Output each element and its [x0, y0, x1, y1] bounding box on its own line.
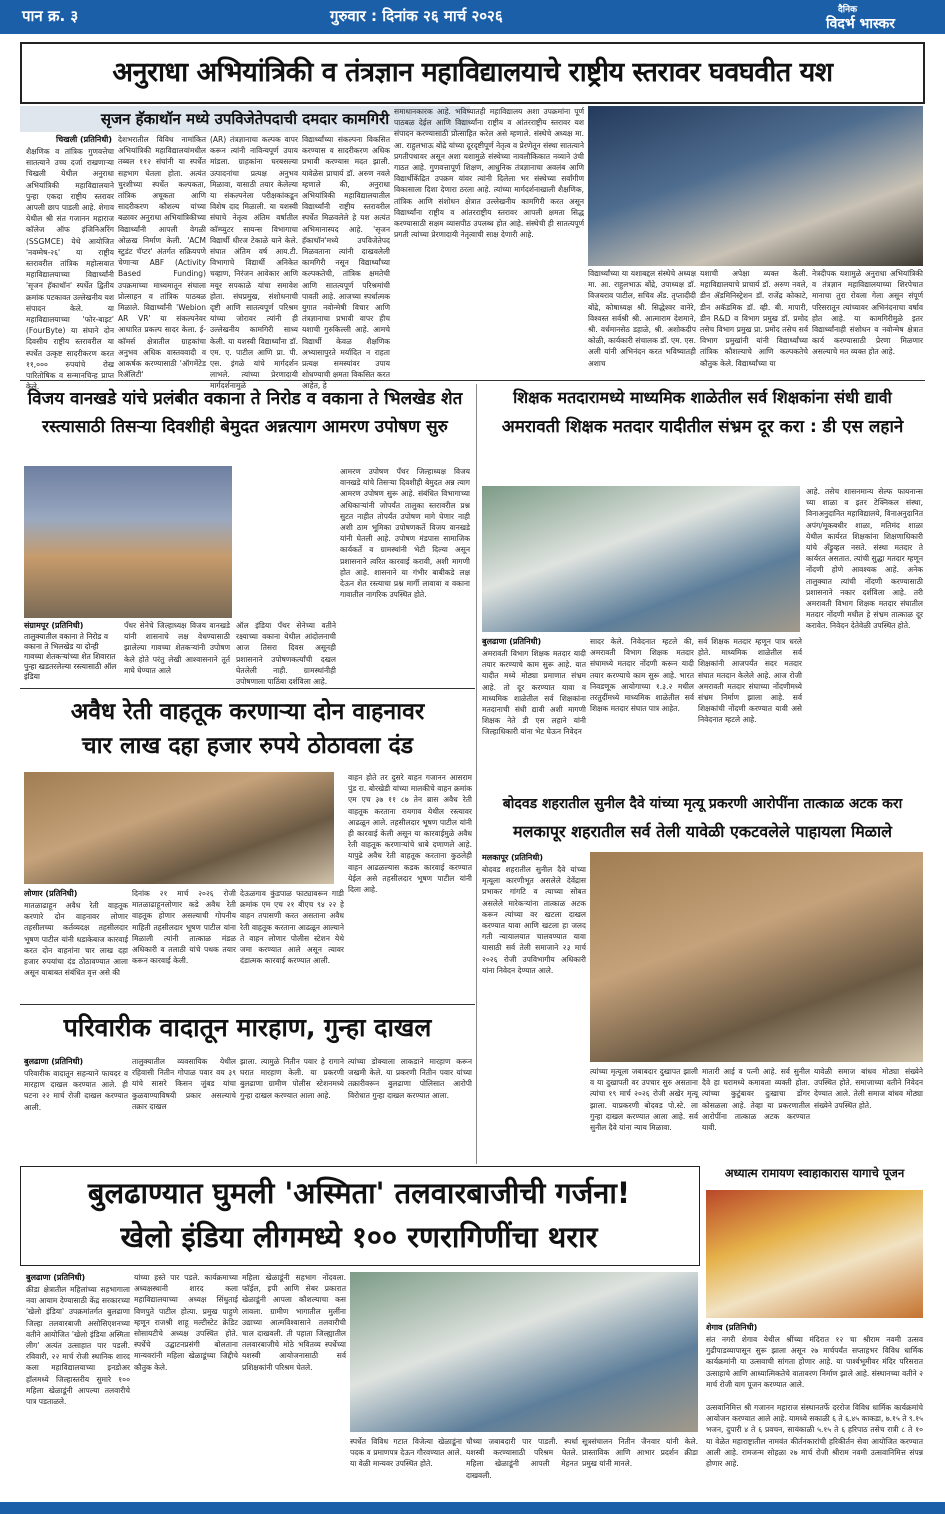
story4-headline: परिवारीक वादातून मारहाण, गुन्हा दाखल: [63, 1013, 432, 1042]
story8-col2: उत्सवानिमित्त श्री गजानन महाराज संस्थानतर्फे दररोज विविध धार्मिक कार्यक्रमांचे आयोजन करण्यात आले आहे. यामध्ये सकाळी ६ ते ६.४५ काकडा, ७.१५ ते ९.१५ भजन, दुपारी ४ ते ६ प्रवचन, सायंकाळी ५.१५ ते ६ हरिपाठ तसेच रात्री ८ ते १० या वेळेत महाराष्ट्रातील नामवंत कीर्तनकारांची हरिकीर्तन सेवा आयोजित करण्यात आली आहे. रामजन्म सोहळा २७ मार्च रोजी श्रीराम नवमी उत्सवानिमित्त संपन्न होणार आहे.: [706, 1403, 923, 1469]
story5-byline: बुलढाणा (प्रतिनिधी): [482, 637, 542, 646]
story4-col1: परिवारीक वादातून सहन्याने फायदर व मारहाण दाखल करण्यात आले. ही घटना २२ मार्च रोजी दाखल करण्यात आली.: [24, 1069, 128, 1112]
story8-photo-yagna: [706, 1190, 923, 1318]
story1-headline: अनुराधा अभियांत्रिकी व तंत्रज्ञान महाविद्यालयाचे राष्ट्रीय स्तरावर घवघवीत यश: [20, 42, 925, 104]
story5-col4: आहे. तसेच शासनमान्य सेल्फ फायनान्स च्या शाळा व इतर टेक्निकल संस्था, विनाअनुदानित महाविद्यालये, विनाअनुदानित अपंग/मूकबधीर शाळा, मतिमंद शाळा येथील कार्यरत शिक्षकांना शिक्षणाधिकारी यांचे अँड्रुव्हल नसते. संस्था मतदार ते कार्यरत असतात. त्यांची सुद्धा मतदार म्हणून नोंदणी होणे आवश्यक आहे. अनेक तालुक्यात त्यांची नोंदणी करण्यासाठी प्रशासनाने नकार दर्शविला आहे. तरी अमरावती विभाग शिक्षक मतदार संघातील मतदार नोंदणी मधील हे संभ्रम तात्काळ दूर करावेत. निवेदन देतेवेळी उपस्थित होते.: [806, 487, 923, 631]
story1-col5: समाधानकारक आहे. भविष्यातही महाविद्यालय अशा उपक्रमांना पूर्ण पाठबळ देईल आणि विद्यार्थ्यांना राष्ट्रीय व आंतरराष्ट्रीय स्तरावर यश संपादन करण्यासाठी प्रोत्साहित करेल असे म्हणाले. संस्थेचे अध्यक्ष मा. आ. राहुलभाऊ बोंद्रे यांच्या दूरदृष्टीपूर्ण नेतृत्व व प्रेरणेतून संस्था सातत्याने प्रगतीपथावर असून अशा यशामुळे संस्थेच्या नावलौकिकात नव्याने उंची गाठत आहे. गुणवत्तापूर्ण शिक्षण, आधुनिक तंत्रज्ञानाचा अवलंब आणि विद्यार्थीकेंद्रित उपक्रम यांवर त्यांनी दिलेला भर संस्थेच्या सर्वांगीण विकासाला दिशा देणारा ठरला आहे. त्यांच्या मार्गदर्शनाखाली शैक्षणिक, तांत्रिक आणि संशोधन क्षेत्रात उल्लेखनीय कामगिरी करत असून विद्यार्थ्यांना राष्ट्रीय व आंतरराष्ट्रीय स्तरावर आपली क्षमता सिद्ध करण्यासाठी सक्षम व्यासपीठ उपलब्ध होत आहे. संस्थेची ही सातत्यपूर्ण प्रगती त्यांच्या प्रेरणादायी नेतृत्वाची साक्ष देणारी आहे.: [394, 107, 584, 240]
story1-bottom2: यशाची अपेक्षा व्यक्त केली. महाविद्यालयाचे प्राचार्य डॉ. अरुण नवले, डीन ॲडमिनिस्ट्रेशन डॉ. राजेंद्र कोकाटे, डीन अकॅडमिक डॉ. व्ही. बी. मापारी, डीन R&D व विभाग प्रमुख डॉ. प्रमोद तसेच विभाग प्रमुख प्रा. प्रमोद तसेच सर्व विभाग प्रमुखांनी यांनी विद्यार्थ्यांच्या तांत्रिक कौशल्याचे आणि कल्पकतेचे कौतुक केले. विद्यार्थ्यांच्या या: [700, 269, 808, 368]
story3-col2: दिनांक २१ मार्च २०२६ रोजी मातळाढाहूनलोणार कडे अवैध रेती वाहतूक होणार असल्याची गोपनीय माहिती तहसीलदार भूषण पाटील यांना मिळाली त्यांनी तात्काळ मंडळ अधिकारी व तलाठी यांचे पथक तयार करून कारवाई केली.: [132, 889, 236, 966]
footer-bar: [0, 1502, 945, 1514]
story3-col1: मातळाढाहून अवैध रेती वाहतूक करणारे दोन वाहनावर लोणार तहसीलच्या कर्तव्यदक्ष तहसीलदार भूषण पाटील यांनी धडाकेबाज कारवाई करत दोन वाहनांना चार लाख दहा हजार रुपयांचा दंड ठोठावण्यात आला असून याबाबत संबंधित वृत्त असे की: [24, 901, 128, 978]
story4-col2: तालुक्यातील व्यवसायिक येथील रहिवासी नितीन गोपाळ पवार वय ३९ यांचे सासरे किसन जुंबड यांचा कुळवाण्याविषयी प्रकार असल्याचे तक्रार दाखल: [132, 1057, 236, 1111]
story1-col2: देशभरातील विविध नामांकित अभियांत्रिकी महाविद्यालयांमधील तब्बल ११२ संघांनी या स्पर्धेत सहभाग घेतला होता. अत्यंत चुरशीच्या स्पर्धेत कल्पकता, तांत्रिक अचूकता आणि सादरीकरण कौशल्य यांच्या बळावर अनुराधा अभियांत्रिकीच्या विद्यार्थ्यांनी आपली वेगळी ओळख निर्माण केली. 'ACM स्टुडंट चॅप्टर' अंतर्गत सक्रियपणे चेणाऱ्या ABF (Activity Based Funding) उपक्रमाच्या माध्यमातून संघाला प्रोत्साहन व तांत्रिक पाठबळ मिळाले. विद्यार्थ्यांनी 'Webion AR VR' या संकल्पनेवर आधारित प्रकल्प सादर केला. ई-कॉमर्स क्षेत्रातील ग्राहकांचा अनुभव अधिक वास्तववादी व आकर्षक करण्यासाठी 'ऑगमेंटेड रिॲलिटी': [118, 135, 206, 380]
story5-headline-line2: अमरावती शिक्षक मतदार यादीतील संभ्रम दूर करा : डी एस लहाने: [501, 417, 904, 437]
divider: [20, 380, 925, 381]
story1-byline: चिखली (प्रतिनिधी): [56, 135, 112, 144]
story8-headline: अध्यात्म रामायण स्वाहाकारास यागाचे पूजन: [724, 1166, 905, 1180]
masthead-bar: [0, 0, 945, 34]
story5-col3: सर्व शिक्षक मतदार म्हणून पात्र धरले होते. माध्यमिक शाळेतील सर्व शिक्षकांनी आजपर्यंत सदर मतदार संघात मतदान केलेले आहे. आज रोजी अमरावती मतदार संघाच्या नोंदणीमध्ये संभ्रम निर्माण झाला आहे. सर्व शिक्षकांची नोंदणी करण्यात यावी असे निवेदनात म्हटले आहे.: [698, 637, 802, 725]
page-number: पान क्र. ३: [22, 7, 79, 25]
story3-photo-truck: [24, 772, 334, 884]
story6-col1: बोदवड शहरातील सुनील दैवे यांच्या मृत्यूला कारणीभूत असलेले देवेंद्रास प्रभाकर गांगटि व त्याच्या सोबत असलेले मारेकऱ्यांना तात्काळ अटक करून त्यांच्या वर खटला दाखल करण्यात यावा आणि खटला हा जलद गती न्यायालयात चालवण्यात यावा यासाठी सर्व तेली समाजाने २३ मार्च २०२६ रोजी उपविभागीय अधिकारी यांना निवेदन देण्यात आले.: [482, 865, 586, 975]
story7-col2: यांच्या हस्ते पार पडले. कार्यक्रमाच्या अध्यक्षस्थानी शारद कला महाविद्यालयाच्या अध्यक्ष सिंधुताई विणपुते पाटील होत्या. प्रमुख पाहुणे म्हणून राजश्री शाहू मल्टीस्टेट क्रेडिट सोसायटीचे अध्यक्ष उपस्थित होते. स्पर्धेचे उद्घाटनप्रसंगी बोलताना मान्यवरांनी महिला खेळाडूंच्या जिद्दीचे कौतुक केले.: [134, 1273, 238, 1372]
story6-col3: मातारी आई व पत्नी आहे. सर्व सुनील दैवे हा घरामध्ये कमावता व्यक्ती होता. त्यांच्या कुटुंबावर दुःखाचा डोंगर कोसळला आहे. तेव्हा या प्रकरणातील आरोपींना तात्काळ अटक करण्यात यावी.: [702, 1067, 810, 1133]
story2-headline-line1: विजय वानखडे यांचे प्रलंबीत वकाना ते निरोड व वकाना ते भिलखेड शेत: [27, 389, 463, 409]
story2-headline-line2: रस्त्यासाठी तिसऱ्या दिवशीही बेमुदत अन्नत्याग आमरण उपोषण सुरु: [42, 417, 448, 437]
story1-bottom1: विद्यार्थ्यांच्या या यशाबद्दल संस्थेचे अध्यक्ष मा. आ. राहुलभाऊ बोंद्रे, उपाध्यक्ष डॉ. विजयराव पाटील, सचिव अँड. तृप्तादीदी बोंद्रे, कोषाध्यक्ष श्री. सिद्धेश्वर वानेरे, विश्वस्त सर्वश्री श्री. आत्माराम देशमाने, श्री. वर्धमानसेठ डहाळे, श्री. अशोकदीप कोळी, कार्यकारी संचालक डॉ. एम. एस. अली यांनी अभिनंदन करत भविष्यातही अशाच: [588, 269, 696, 368]
story1-bottom3: नेत्रदीपक यशामुळे अनुराधा अभियांत्रिकी व तंत्रज्ञान महाविद्यालयाच्या शिरपेचात मानाचा तुरा रोवला गेला असून संपूर्ण परिसरातून त्यांच्यावर अभिनंदनाचा वर्षाव होत आहे. या कामगिरीमुळे इतर विद्यार्थ्यांनाही संशोधन व नवोन्मेष क्षेत्रात कार्य करण्यासाठी प्रेरणा मिळणार असल्याचे मत व्यक्त होत आहे.: [812, 269, 923, 357]
story1-col4: विद्यार्थ्यांच्या संकल्पना विकसित करण्यास व सादरीकरण अधिक प्रभावी करण्यास मदत झाली. यावेळेस प्राचार्य डॉ. अरुण नवले म्हणाले की, अनुराधा अभियांत्रिकी महाविद्यालयातील विद्यार्थ्यांनी राष्ट्रीय स्तरावरील स्पर्धेत मिळवलेले हे यश अत्यंत अभिमानास्पद आहे. 'सृजन हॅकाथॉन'मध्ये उपविजेतेपद मिळवताना त्यांनी दाखवलेली कामगिरी नसून विद्यार्थ्यांच्या कल्पकतेची, तांत्रिक क्षमतेची आणि सातत्यपूर्ण परिश्रमांची पावती आहे. आजच्या स्पर्धात्मक युगात नवोन्मेषी विचार आणि तंत्रज्ञानाचा प्रभावी वापर हीच यशाची गुरुकिल्ली आहे. आमचे विद्यार्थी केवळ शैक्षणिक अभ्यासापुरते मर्यादित न राहता प्रत्यक्ष समस्यांवर उपाय शोधण्याची क्षमता विकसित करत आहेत, हे: [302, 135, 390, 391]
story5-col2: सादर केले. निवेदनात म्हटले की, अमरावती विभाग शिक्षक मतदार संघामध्ये मतदार नोंदणी करून यादी तयार करण्याचे काम सुरू आहे. भारत निवडणूक आयोगाच्या १.३.२ मधील तरतुदींमध्ये माध्यमिक शाळेतील सर्व शिक्षक मतदार संघात पात्र आहेत.: [590, 637, 694, 714]
story1-photo-award: [588, 106, 923, 266]
story7-byline: बुलढाणा (प्रतिनिधी): [26, 1273, 86, 1282]
story6-headline-line1: बोदवड शहरातील सुनील दैवे यांच्या मृत्यू प्रकरणी आरोपींना तात्काळ अटक करा: [502, 796, 903, 812]
story7-photo-fencing: [350, 1272, 698, 1432]
story4-col3: झाला. त्यामुळे नितीन पवार हे रागाने घरात मारहाण केली. या प्रकरणी बुलढाणा ग्रामीण पोलीस स्टेशनमध्ये गुन्हा दाखल करण्यात आला आहे.: [240, 1057, 344, 1100]
story5-headline-line1: शिक्षक मतदारामध्ये माध्यमिक शाळेतील सर्व शिक्षकांना संधी द्यावी: [513, 388, 892, 407]
story5-col1: अमरावती विभाग शिक्षक मतदार यादी तयार करण्याचे काम सुरू आहे. यात यादीत मध्ये मोठ्या प्रमाणात संभ्रम आहे. तो दूर करण्यात यावा व माध्यमिक शाळेतील सर्व शिक्षकांना मतदानाची संधी द्यावी अशी मागणी शिक्षक नेते डी एस लहाने यांनी जिल्हाधिकारी यांना भेट घेऊन निवेदन: [482, 649, 586, 737]
story8-byline: शेगाव (प्रतिनिधी): [706, 1323, 758, 1332]
story2-caption: तालुक्यातील वकाना ते निरोड व वकाना ते भिलखेड या दोन्ही गावच्या शेतकऱ्यांच्या शेत शिवारात पुन्हा खडतरलेल्या रस्त्यासाठी ऑल इंडिया: [24, 632, 117, 681]
story3-headline-line1: अवैध रेती वाहतूक करणाऱ्या दोन वाहनावर: [70, 699, 425, 725]
story2-photo-protest: [24, 466, 232, 618]
brand-name: विदर्भ भास्कर: [826, 16, 895, 32]
story7-col5: चौथ्या जबाबदारी पार पाडली. स्पर्धा यशस्वी करण्यासाठी परिश्रम घेतले. महिला खेळाडूंनी आपली मेहनत दाखवली.: [466, 1437, 578, 1480]
column-divider: [476, 384, 477, 1164]
story3-col3: देऊळगाव कुंडपाळ फाट्यावरून गाडी क्रमांक एम एच २१ बीएच ९४ २२ हे वाहन तपासणी करत असताना अवैध रेती वाहतूक करताना आढळून आल्याने ते वाहन लोणार पोलीस स्टेशन येथे जमा करण्यात आले असून त्यावर दंडात्मक कारवाई करण्यात आली.: [240, 889, 344, 966]
divider: [20, 1004, 475, 1005]
story3-col4: वाहन होते तर दुसरे वाहन गजानन आसराम पुंड रा. बोरखेडी यांच्या मालकीचे वाहन क्रमांक एम एच ३७ ११ ८७ तेन ब्रास अवैध रेती वाहतूक करताना रायगाव येथील रस्त्यावर आढळून आले. तहसीलदार भूषण पाटील यांनी ही कारवाई केली असून या कारवाईमुळे अवैध रेती वाहतूक करणाऱ्यांचे धाबे दणाणले आहे. यापुढे अवैध रेती वाहतूक करताना कुठलेही वाहन आढळल्यास कडक कारवाई करण्यात येईल असे तहसीलदार भूषण पाटील यांनी दिला आहे.: [348, 773, 472, 895]
story7-headline-line2: खेलो इंडिया लीगमध्ये १०० रणरागिणींचा थरार: [120, 1220, 598, 1254]
story7-col4: स्पर्धेत विविध गटात विजेत्या खेळाडूंना पदक व प्रमाणपत्र देऊन गौरवण्यात आले. या वेळी मान्यवर उपस्थित होते.: [350, 1437, 462, 1469]
story3-byline: लोणार (प्रतिनिधी): [24, 889, 78, 898]
divider: [20, 688, 475, 689]
story7-headline-box: [20, 1166, 700, 1266]
issue-date: गुरुवार : दिनांक २६ मार्च २०२६: [330, 7, 503, 25]
story6-col4: यावेळी समाज बांधव मोठ्या संख्येने उपस्थित होते. समाजाच्या वतीने निवेदन देण्यात आले. तेली समाज बांधव मोठ्या संख्येने उपस्थित होते.: [814, 1067, 923, 1110]
story2-col3: ऑल इंडिया पँथर सेनेच्या वतीने रक्ष्याच्या वकाना येथील आंदोलनाची आज तिसरा दिवस असूनही प्रशासनाने उपोषणकर्त्यांची दखल घेतलेली नाही. ग्रामस्थांनीही उपोषणाला पाठिंबा दर्शविला आहे.: [236, 621, 336, 687]
story1-col3: (AR) तंत्रज्ञानाचा कल्पक वापर करून त्यांनी नाविन्यपूर्ण उपाय मांडला. ग्राहकांना घरबसल्या उत्पादनांचा प्रत्यक्ष अनुभव मिळावा, यासाठी तयार केलेल्या या संकल्पनेला परीक्षकांकडून विशेष दाद मिळाली. या यशस्वी संघाचे नेतृत्व अंतिम वर्षातील कॉम्प्युटर सायन्स विभागाचा विद्यार्थी धीरज टेकाळे याने केले. संघात अंतिम वर्ष आय.टी. विभागाचे विद्यार्थी अनिकेत चव्हाण, निरंजन आवेकार आणि मयूर सपकाळे यांचा समावेश होता. संघप्रमुख, संशोधनाची दृष्टी आणि सातत्यपूर्ण परिश्रम यांच्या जोरावर त्यांनी ही उल्लेखनीय कामगिरी साध्य केली. या यशस्वी विद्यार्थ्यांना डॉ. एम. ए. पाटील आणि प्रा. पी. एस. इंगळे यांचे मार्गदर्शन लाभले. त्यांच्या प्रेरणादायी मार्गदर्शनामुळे: [210, 135, 298, 391]
story7-col1: क्रीडा क्षेत्रातील महिलांच्या सहभागाला नवा आयाम देण्यासाठी केंद्र सरकारच्या 'खेलो इंडिया' उपक्रमांतर्गत बुलढाणा जिल्हा तलवारबाजी असोसिएशनच्या वतीने आयोजित 'खेलो इंडिया अस्मिता लीग' अत्यंत उत्साहात पार पडली. रविवारी, २२ मार्च रोजी स्थानिक शारद कला महाविद्यालयाच्या इनडोअर हॉलमध्ये जिल्हास्तरीय सुमारे १०० महिला खेळाडूंनी आपल्या तलवारीचे पात्र पडताळले.: [26, 1285, 130, 1407]
story5-photo-memorandum: [482, 486, 800, 632]
story4-byline: बुलढाणा (प्रतिनिधी): [24, 1057, 84, 1066]
story7-col6: सूत्रसंचालन नितीन जैनवार यांनी केले. प्रास्ताविक आणि आभार प्रदर्शन क्रीडा प्रमुख यांनी मानले.: [582, 1437, 698, 1469]
story1-subhead: सृजन हॅकाथॉन मध्ये उपविजेतेपदाची दमदार कामगिरी: [20, 106, 470, 132]
story8-col1: संत नगरी शेगाव येथील श्रींच्या मंदिरात १२ चा श्रीराम नवमी उत्सव गुढीपाडव्यापासून सुरू झाला असून २७ मार्चपर्यंत सप्ताहभर विविध धार्मिक कार्यक्रमांनी या उत्सवाची सांगता होणार आहे. या पार्श्वभूमीवर मंदिर परिसरात उत्साहाचे आणि आध्यात्मिकतेचे वातावरण निर्माण झाले आहे. संस्थानच्या वतीने २ मार्च रोजी याग पूजन करण्यात आले.: [706, 1335, 923, 1389]
story6-byline: मलकापूर (प्रतिनिधी): [482, 853, 544, 862]
story4-col4: त्यांच्या डोक्याला लाकडाने मारहाण करून जखमी केले. या प्रकरणी नितीन पवार यांच्या तक्रारीवरून बुलढाणा पोलिसात आरोपी विरोधात गुन्हा दाखल करण्यात आला.: [348, 1057, 472, 1100]
story7-col3: महिला खेळाडूंनी सहभाग नोंदवला. फॉईल, इपी आणि सेबर प्रकारात खेळाडूंनी आपला कौशल्याचा कस लावला. ग्रामीण भागातील मुलींना उद्याच्या आत्मविश्वासाने तलवारीची चाल दाखवली. ती पहाता जिल्ह्यातील तलवारबाजीचे मोठे भवितव्य स्पर्धेच्या यशस्वी आयोजनासाठी सर्व प्रशिक्षकांनी परिश्रम घेतले.: [242, 1273, 346, 1372]
story6-photo-gathering: [590, 852, 923, 1062]
story2-col4: आमरण उपोषण पँथर जिल्हाध्यक्ष विजय वानखडे यांचे तिसऱ्या दिवशीही बेमुदत अन्न त्याग आमरण उपोषण सुरू आहे. संबंधित विभागाच्या अधिकाऱ्यांनी जोपर्यंत तालुका स्तरावरील प्रश्न सुटत नाहीत तोपर्यंत उपोषण मागे घेणार नाही अशी ठाम भूमिका उपोषणकर्ते विजय वानखडे यांनी घेतली आहे. उपोषण मंडपास सामाजिक कार्यकर्ते व ग्रामस्थांनी भेटी दिल्या असून प्रशासनाने त्वरित कारवाई करावी, अशी मागणी होत आहे. शासनाने या गंभीर बाबीकडे लक्ष देऊन शेत रस्त्याचा प्रश्न मार्गी लावावा व वकाना गावातील नागरिक उपस्थित होते.: [340, 467, 470, 600]
story7-headline-line1: बुलढाण्यात घुमली 'अस्मिता' तलवारबाजीची गर्जना!: [87, 1176, 631, 1210]
story3-headline-line2: चार लाख दहा हजार रुपये ठोठावला दंड: [81, 733, 414, 759]
story1-col1: शैक्षणिक व तांत्रिक गुणवत्तेचा सातत्याने उच्च दर्जा राखणाऱ्या चिखली येथील अनुराधा अभियांत्रिकी महाविद्यालयाने पुन्हा एकदा राष्ट्रीय स्तरावर आपली छाप पाडली आहे. शेगाव येथील श्री संत गजानन महाराज कॉलेज ऑफ इंजिनिअरिंग (SSGMCE) येथे आयोजित 'नवम्मेष-२६' या राष्ट्रीय स्तरावरील तांत्रिक महोत्सवात महाविद्यालयाच्या विद्यार्थ्यांनी 'सृजन हॅकाथॉन' स्पर्धेत द्वितीय क्रमांक पटकावत उल्लेखनीय यश संपादन केले. या महाविद्यालयाच्या 'फोर-बाइट' (FourByte) या संघाने दोन दिवसीय राष्ट्रीय स्तरावरील या स्पर्धेत उत्कृष्ट सादरीकरण करत ११,००० रुपयांचे रोख पारितोषिक व सन्मानचिन्ह प्राप्त केले.: [26, 147, 114, 392]
story2-byline: संग्रामपूर (प्रतिनिधी): [24, 621, 84, 630]
story2-col2: पँथर सेनेचे जिल्हाध्यक्ष विजय वानखडे यांनी शासनाचे लक्ष वेधण्यासाठी झालेल्या गावच्या शेतकऱ्यांनी उपोषण केले होते परंतु लेखी आश्वासनाने तूर्त माघे घेण्यात आले: [124, 621, 230, 675]
story6-headline-line2: मलकापूर शहरातील सर्व तेली यावेळी एकटवलेले पाहायला मिळाले: [513, 822, 892, 841]
story6-col2: त्यांच्या मृत्यूला जबाबदार दुखापत झाली व या दुखापती वर उपचार सुरु असताना त्यांचा १९ मार्च २०२६ रोजी अखेर मृत्यू झाला. याप्रकरणी बोदवड पो.स्टे. ला गुन्हा दाखल करण्यात आला आहे. सर्व सुनील दैवे यांना न्याय मिळावा.: [590, 1067, 698, 1133]
brand-small: दैनिक: [838, 5, 858, 15]
